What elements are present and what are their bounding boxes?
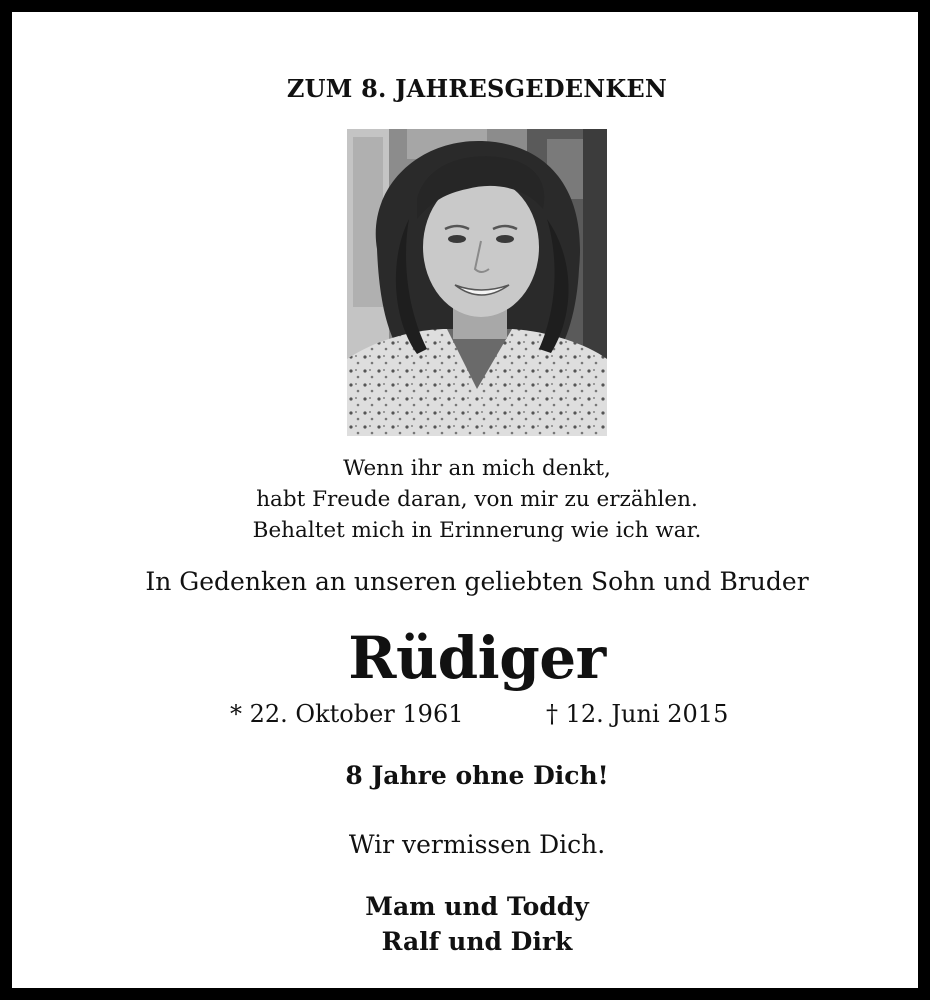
portrait-photo [347,129,607,436]
poem-line: habt Freude daran, von mir zu erzählen. [256,487,698,512]
notice-heading: ZUM 8. JAHRESGEDENKEN [286,74,668,103]
deceased-name: Rüdiger [348,624,606,692]
memorial-poem [12,453,930,546]
birth-date: * 22. Oktober 1961 [230,700,464,728]
dedication-line: In Gedenken an unseren geliebten Sohn und Bruder [145,567,809,596]
miss-you-line: Wir vermissen Dich. [348,830,606,859]
signer-line: Ralf und Dirk [381,927,573,956]
portrait-image [347,129,607,436]
poem-line: Wenn ihr an mich denkt, [343,456,611,481]
signers [12,889,930,959]
poem-line: Behaltet mich in Erinnerung wie ich war. [252,518,702,543]
signer-line: Mam und Toddy [365,892,589,921]
years-without-line: 8 Jahre ohne Dich! [345,761,609,790]
death-date: † 12. Juni 2015 [546,700,729,728]
